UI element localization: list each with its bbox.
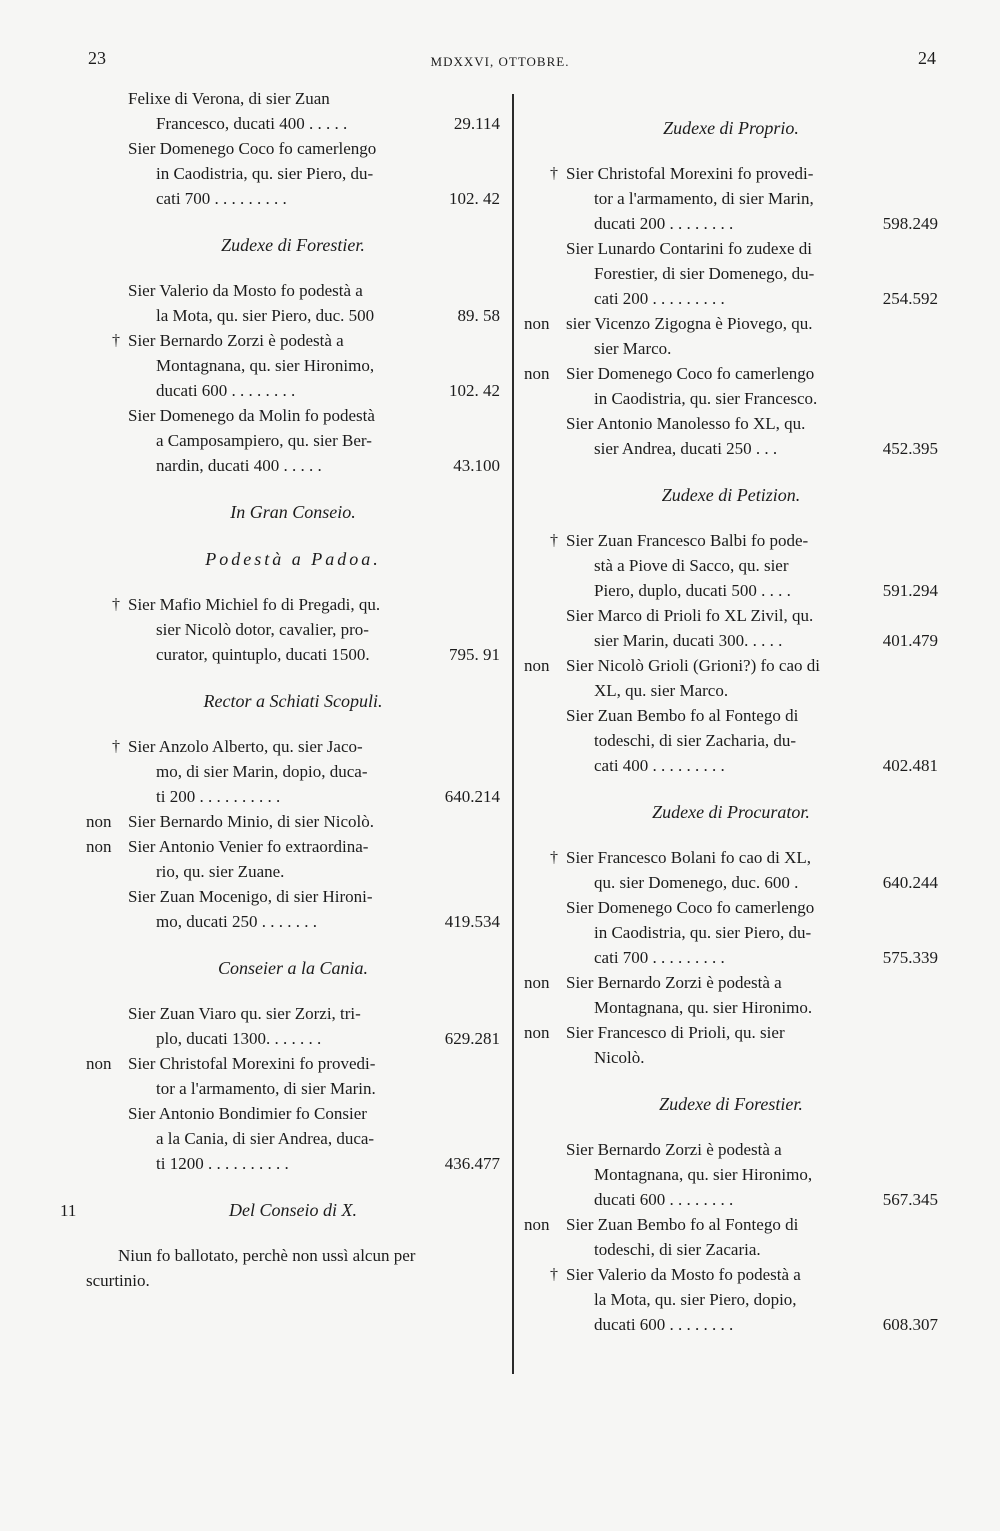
entry-line: Sier Domenego Coco fo camerlengo [128, 139, 377, 158]
entry-line: Montagnana, qu. sier Hironimo, [594, 1165, 813, 1184]
entry-line: Felixe di Verona, di sier Zuan [128, 89, 330, 108]
entry-line [566, 628, 938, 653]
margin-number: 11 [60, 1201, 77, 1220]
record-entry [524, 603, 938, 653]
entry-line: la Mota, qu. sier Piero, dopio, [594, 1290, 797, 1309]
entry-line [566, 211, 938, 236]
record-entry [524, 528, 938, 603]
non-mark: non [524, 364, 550, 383]
entry-line [566, 1187, 938, 1212]
entry-line: Sier Bernardo Zorzi è podestà a [566, 1140, 782, 1159]
vote-count: 575.339 [882, 948, 938, 967]
record-entry [524, 845, 938, 895]
entry-text [128, 809, 500, 834]
entry-text [566, 361, 938, 411]
vote-count: 640.214 [444, 787, 500, 806]
entry-text [566, 1212, 938, 1262]
record-entry [86, 86, 500, 136]
section-title: In Gran Conseio. [230, 502, 356, 522]
dagger-mark: † [550, 1266, 558, 1283]
section-title: Zudexe di Proprio. [663, 118, 799, 138]
marker-blank [86, 403, 128, 478]
record-entry [524, 411, 938, 461]
entry-text [566, 236, 938, 311]
record-entry [86, 809, 500, 834]
entry-line-text: cati 700 . . . . . . . . . [594, 948, 725, 967]
entry-line: Sier Bernardo Zorzi è podestà a [566, 973, 782, 992]
entry-line-text: curator, quintuplo, ducati 1500. [156, 645, 370, 664]
non-mark: non [524, 1023, 550, 1042]
entry-line [128, 1151, 500, 1176]
entry-line: XL, qu. sier Marco. [594, 681, 729, 700]
entry-line-text: cati 200 . . . . . . . . . [594, 289, 725, 308]
entry-line: a la Cania, di sier Andrea, duca- [156, 1129, 375, 1148]
entry-text [128, 884, 500, 934]
entry-line: Sier Antonio Manolesso fo XL, qu. [566, 414, 806, 433]
entry-line [566, 436, 938, 461]
entry-text [128, 1101, 500, 1176]
entry-line: Montagnana, qu. sier Hironimo. [594, 998, 813, 1017]
section-title: Podestà a Padoa. [205, 549, 381, 569]
entry-line [128, 1026, 500, 1051]
entry-line: in Caodistria, qu. sier Piero, du- [156, 164, 374, 183]
entry-line-text: plo, ducati 1300. . . . . . . [156, 1029, 322, 1048]
entry-line: Sier Zuan Francesco Balbi fo pode- [566, 531, 809, 550]
entry-line [128, 303, 500, 328]
record-entry [524, 970, 938, 1020]
entry-text [566, 895, 938, 970]
record-entry [524, 1212, 938, 1262]
vote-count: 102. 42 [449, 189, 500, 208]
vote-count: 254.592 [882, 289, 938, 308]
entry-line-text: cati 700 . . . . . . . . . [156, 189, 287, 208]
entry-line: sier Marco. [594, 339, 672, 358]
entry-line: a Camposampiero, qu. sier Ber- [156, 431, 372, 450]
vote-count: 402.481 [882, 756, 938, 775]
entry-line: Sier Marco di Prioli fo XL Zivil, qu. [566, 606, 814, 625]
section-title: Del Conseio di X. [229, 1200, 357, 1220]
entry-line [566, 945, 938, 970]
entry-line: rio, qu. sier Zuane. [156, 862, 285, 881]
column-divider [512, 94, 514, 1374]
entry-line: Nicolò. [594, 1048, 645, 1067]
marker-blank [86, 86, 128, 136]
vote-count: 419.534 [444, 912, 500, 931]
record-entry [86, 592, 500, 667]
section-title: Zudexe di Procurator. [652, 802, 810, 822]
dagger-mark: † [112, 738, 120, 755]
running-header: MDXXVI, OTTOBRE. [430, 54, 570, 69]
vote-count: 640.244 [882, 873, 938, 892]
entry-list [86, 86, 500, 211]
vote-count: 436.477 [444, 1154, 500, 1173]
entry-text [128, 278, 500, 328]
record-entry [86, 1051, 500, 1101]
entry-line: Sier Zuan Bembo fo al Fontego di [566, 706, 799, 725]
non-mark: non [524, 1215, 550, 1234]
non-mark: non [524, 314, 550, 333]
entry-text [566, 1020, 938, 1070]
entry-list [524, 1137, 938, 1337]
entry-list [524, 528, 938, 778]
section-title: Zudexe di Petizion. [661, 485, 801, 505]
entry-line [566, 286, 938, 311]
entry-line: Sier Lunardo Contarini fo zudexe di [566, 239, 812, 258]
entry-line: Forestier, di sier Domenego, du- [594, 264, 815, 283]
entry-text [128, 1051, 500, 1101]
entry-line [128, 111, 500, 136]
record-entry [86, 884, 500, 934]
entry-line-text: ducati 200 . . . . . . . . [594, 214, 734, 233]
entry-line: Sier Anzolo Alberto, qu. sier Jaco- [128, 737, 363, 756]
marker-blank [86, 136, 128, 211]
right-column [524, 86, 938, 1337]
entry-line [128, 909, 500, 934]
entry-line: todeschi, di sier Zacharia, du- [594, 731, 797, 750]
entry-text [566, 603, 938, 653]
entry-line: todeschi, di sier Zacaria. [594, 1240, 761, 1259]
entry-text [128, 592, 500, 667]
marker-blank [524, 895, 566, 970]
entry-line-text: ducati 600 . . . . . . . . [594, 1190, 734, 1209]
entry-line [128, 186, 500, 211]
record-entry [524, 361, 938, 411]
marker-blank [524, 411, 566, 461]
vote-count: 608.307 [882, 1315, 938, 1334]
note-line: Niun fo ballotato, perchè non ussì alcun per [118, 1246, 416, 1265]
record-entry [524, 653, 938, 703]
marker-blank [86, 278, 128, 328]
marker-blank [86, 884, 128, 934]
vote-count: 591.294 [882, 581, 938, 600]
entry-line [566, 870, 938, 895]
entry-line: in Caodistria, qu. sier Piero, du- [594, 923, 812, 942]
entry-line: Sier Bernardo Zorzi è podestà a [128, 331, 344, 350]
entry-text [566, 528, 938, 603]
entry-line: Sier Nicolò Grioli (Grioni?) fo cao di [566, 656, 820, 675]
entry-list [86, 278, 500, 478]
entry-line: Sier Zuan Mocenigo, di sier Hironi- [128, 887, 373, 906]
entry-line-text: ducati 600 . . . . . . . . [156, 381, 296, 400]
vote-count: 795. 91 [449, 645, 500, 664]
non-mark: non [524, 656, 550, 675]
entry-line: Sier Francesco di Prioli, qu. sier [566, 1023, 785, 1042]
entry-list [524, 161, 938, 461]
entry-line [566, 578, 938, 603]
dagger-mark: † [550, 849, 558, 866]
right-page-number: 24 [918, 48, 936, 68]
marker-blank [524, 703, 566, 778]
marker-blank [86, 1001, 128, 1051]
dagger-mark: † [550, 532, 558, 549]
entry-line-text: ti 200 . . . . . . . . . . [156, 787, 281, 806]
entry-line-text: ducati 600 . . . . . . . . [594, 1315, 734, 1334]
entry-line: Sier Valerio da Mosto fo podestà a [566, 1265, 801, 1284]
entry-line: Sier Domenego Coco fo camerlengo [566, 898, 815, 917]
entry-line: Sier Mafio Michiel fo di Pregadi, qu. [128, 595, 381, 614]
vote-count: 89. 58 [457, 306, 500, 325]
marker-blank [524, 236, 566, 311]
entry-text [128, 834, 500, 884]
entry-text [128, 403, 500, 478]
marker-blank [524, 1137, 566, 1212]
entry-line [566, 1312, 938, 1337]
record-entry [524, 161, 938, 236]
entry-text [566, 1262, 938, 1337]
entry-line: Montagnana, qu. sier Hironimo, [156, 356, 375, 375]
entry-line: Sier Zuan Bembo fo al Fontego di [566, 1215, 799, 1234]
vote-count: 598.249 [882, 214, 938, 233]
record-entry [86, 734, 500, 809]
entry-line: Sier Domenego Coco fo camerlengo [566, 364, 815, 383]
entry-line-text: sier Andrea, ducati 250 . . . [594, 439, 778, 458]
record-entry [86, 834, 500, 884]
record-entry [524, 703, 938, 778]
entry-line-text: Francesco, ducati 400 . . . . . [156, 114, 348, 133]
entry-text [566, 653, 938, 703]
record-entry [524, 1262, 938, 1337]
entry-line-text: sier Marin, ducati 300. . . . . [594, 631, 783, 650]
record-entry [524, 1137, 938, 1212]
record-entry [524, 236, 938, 311]
entry-line-text: mo, ducati 250 . . . . . . . [156, 912, 318, 931]
entry-text [566, 703, 938, 778]
entry-text [128, 734, 500, 809]
entry-line-text: Piero, duplo, ducati 500 . . . . [594, 581, 791, 600]
dagger-mark: † [550, 165, 558, 182]
entry-line [128, 784, 500, 809]
entry-line-text: la Mota, qu. sier Piero, duc. 500 [156, 306, 375, 325]
note-paragraph [86, 1243, 500, 1293]
entry-list [86, 734, 500, 934]
record-entry [524, 1020, 938, 1070]
entry-line: Sier Zuan Viaro qu. sier Zorzi, tri- [128, 1004, 361, 1023]
entry-line: Sier Antonio Venier fo extraordina- [128, 837, 369, 856]
entry-line: sier Vicenzo Zigogna è Piovego, qu. [566, 314, 813, 333]
entry-line [566, 753, 938, 778]
record-entry [524, 311, 938, 361]
vote-count: 629.281 [444, 1029, 500, 1048]
entry-line: tor a l'armamento, di sier Marin, [594, 189, 814, 208]
entry-line: tor a l'armamento, di sier Marin. [156, 1079, 376, 1098]
record-entry [86, 403, 500, 478]
vote-count: 43.100 [453, 456, 500, 475]
vote-count: 102. 42 [449, 381, 500, 400]
note-line: scurtinio. [86, 1271, 150, 1290]
entry-text [566, 970, 938, 1020]
vote-count: 452.395 [882, 439, 938, 458]
record-entry [524, 895, 938, 970]
entry-text [128, 136, 500, 211]
entry-line-text: ti 1200 . . . . . . . . . . [156, 1154, 289, 1173]
vote-count: 567.345 [882, 1190, 938, 1209]
entry-text [128, 86, 500, 136]
left-page-number: 23 [88, 48, 106, 68]
non-mark: non [86, 812, 112, 831]
marker-blank [86, 1101, 128, 1176]
entry-line: in Caodistria, qu. sier Francesco. [594, 389, 818, 408]
entry-line-text: qu. sier Domenego, duc. 600 . [594, 873, 799, 892]
vote-count: 401.479 [882, 631, 938, 650]
entry-list [524, 845, 938, 1070]
entry-line: Sier Antonio Bondimier fo Consier [128, 1104, 367, 1123]
record-entry [86, 328, 500, 403]
entry-text [566, 1137, 938, 1212]
entry-line: stà a Piove di Sacco, qu. sier [594, 556, 789, 575]
entry-text [566, 411, 938, 461]
entry-line: Sier Christofal Morexini fo provedi- [128, 1054, 376, 1073]
entry-list [86, 1001, 500, 1176]
entry-line: Sier Bernardo Minio, di sier Nicolò. [128, 812, 374, 831]
left-column [60, 86, 500, 1293]
entry-line [128, 453, 500, 478]
non-mark: non [86, 1054, 112, 1073]
entry-text [566, 845, 938, 895]
entry-text [566, 161, 938, 236]
non-mark: non [86, 837, 112, 856]
entry-text [128, 328, 500, 403]
entry-line: Sier Domenego da Molin fo podestà [128, 406, 375, 425]
entry-line [128, 378, 500, 403]
entry-line: Sier Francesco Bolani fo cao di XL, [566, 848, 812, 867]
entry-line-text: nardin, ducati 400 . . . . . [156, 456, 322, 475]
record-entry [86, 136, 500, 211]
marker-blank [524, 603, 566, 653]
entry-line: Sier Christofal Morexini fo provedi- [566, 164, 814, 183]
entry-text [128, 1001, 500, 1051]
dagger-mark: † [112, 596, 120, 613]
section-title: Rector a Schiati Scopuli. [203, 691, 383, 711]
record-entry [86, 278, 500, 328]
entry-text [566, 311, 938, 361]
record-entry [86, 1101, 500, 1176]
entry-line: sier Nicolò dotor, cavalier, pro- [156, 620, 369, 639]
dagger-mark: † [112, 332, 120, 349]
section-title: Conseier a la Cania. [217, 958, 368, 978]
entry-line: Sier Valerio da Mosto fo podestà a [128, 281, 363, 300]
non-mark: non [524, 973, 550, 992]
section-title: Zudexe di Forestier. [221, 235, 365, 255]
vote-count: 29.114 [453, 114, 500, 133]
entry-line [128, 642, 500, 667]
entry-line-text: cati 400 . . . . . . . . . [594, 756, 725, 775]
entry-line: mo, di sier Marin, dopio, duca- [156, 762, 368, 781]
entry-list [86, 592, 500, 667]
section-title: Zudexe di Forestier. [659, 1094, 803, 1114]
record-entry [86, 1001, 500, 1051]
